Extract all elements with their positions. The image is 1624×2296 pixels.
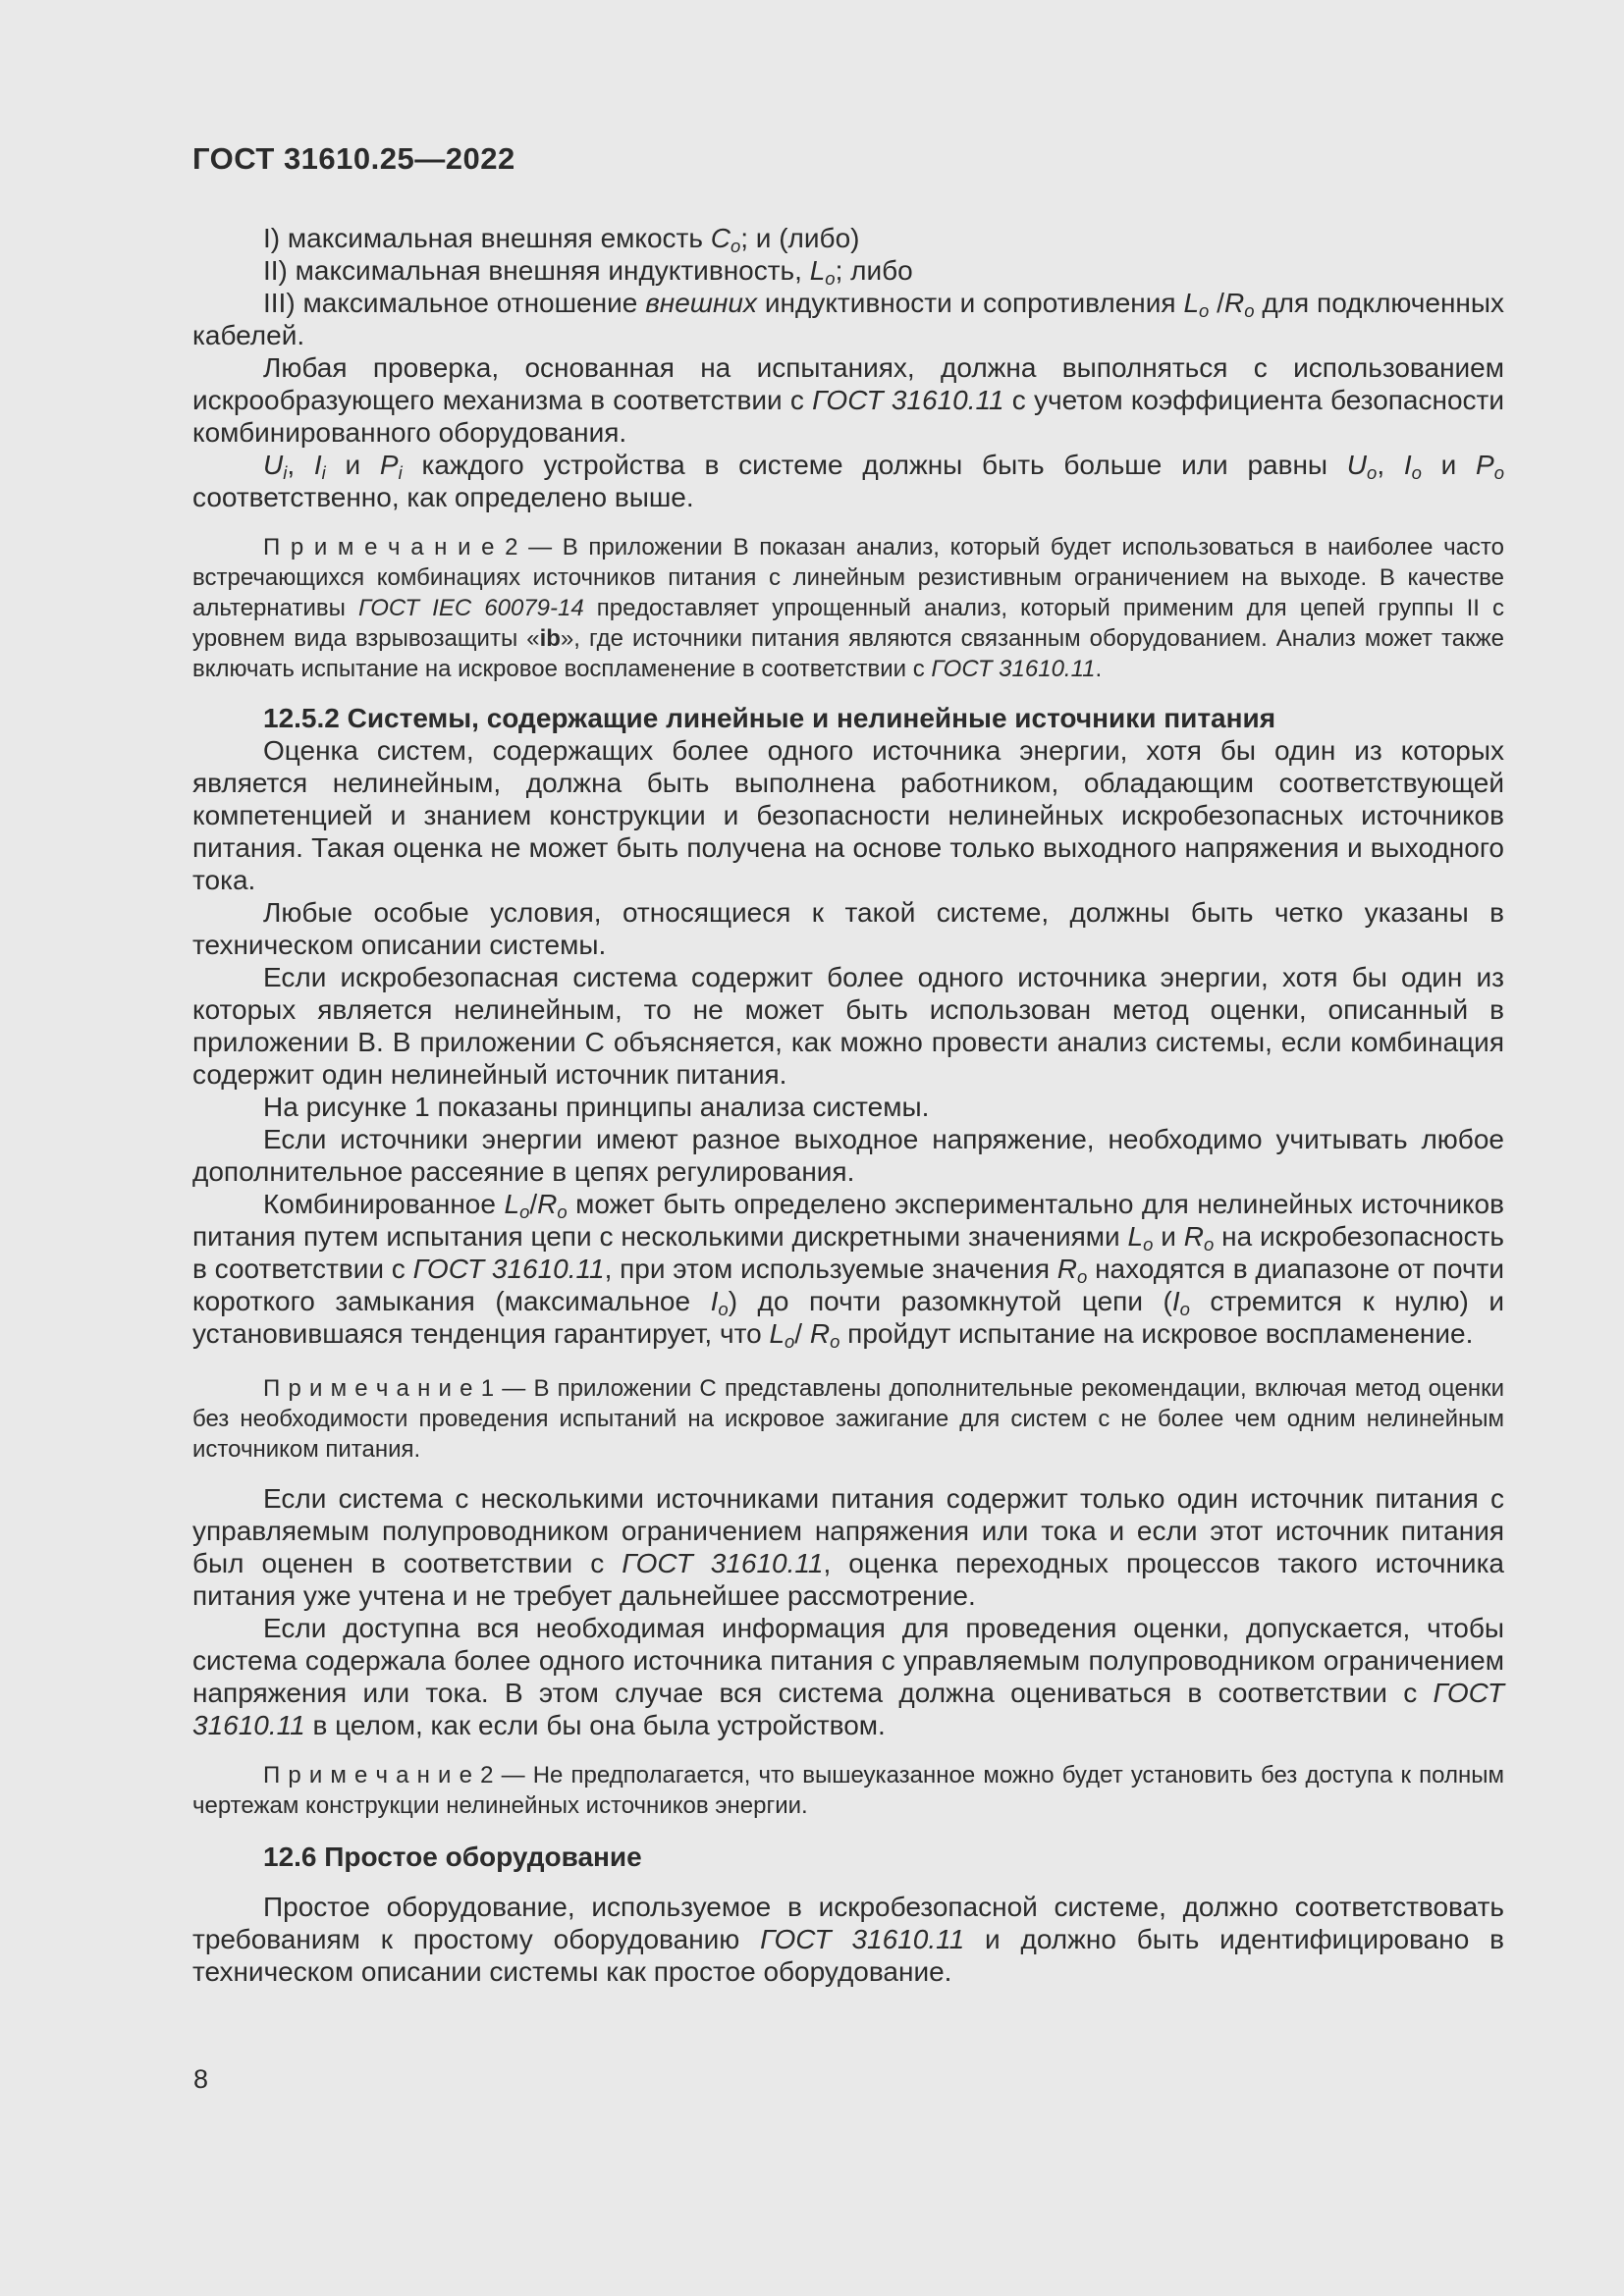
document-header: ГОСТ 31610.25—2022 [192,141,515,176]
note-paragraph: П р и м е ч а н и е 2 — Не предполагается, что вышеуказанное можно будет установить без доступа к полным чертежам конструкции нелинейных источников энергии. [192,1762,1504,1819]
paragraph: Если источники энергии имеют разное выходное напряжение, необходимо учитывать любое дополнительное рассеяние в цепях регулирования. [192,1124,1504,1187]
page-number: 8 [193,2064,209,2094]
section-heading: 12.6 Простое оборудование [263,1842,642,1872]
paragraph: Оценка систем, содержащих более одного источника энергии, хотя бы один из которых является нелинейным, должна быть выполнена работником, обладающим соответствующей компетенцией и знанием конструкции и безопасности нелинейных искробезопасных источников питания. Такая оценка не может быть получена на основе только выходного напряжения и выходного тока. [192,735,1504,895]
paragraph: Комбинированное $L_o/R_o$ может быть определено экспериментально для нелинейных источников питания путем испытания цепи с несколькими дискретными значениями $L_o$ и $R_o$ на искробезопасность в соответствии с ГОСТ 31610.11, при этом используемые значения $R_o$ находятся в диапазоне от почти короткого замыкания (максимальное $I_o$) до почти разомкнутой цепи ($I_o$ стремится к нулю) и установившаяся тенденция гарантирует, что $L_o/$ $R_o$ пройдут испытание на искровое воспламенение. [192,1189,1504,1353]
section-heading: 12.5.2 Системы, содержащие линейные и нелинейные источники питания [263,703,1276,733]
paragraph: Если доступна вся необходимая информация для проведения оценки, допускается, чтобы система содержала более одного источника питания с управляемым полупроводником ограничением напряжения или тока. В этом случае вся система должна оцениваться в соответствии с ГОСТ 31610.11 в целом, как если бы она была устройством. [192,1613,1504,1740]
paragraph: Простое оборудование, используемое в искробезопасной системе, должно соответствовать требованиям к простому оборудованию ГОСТ 31610.11 и должно быть идентифицировано в техническом описании системы как простое оборудование. [192,1892,1505,1987]
note-paragraph: П р и м е ч а н и е 1 — В приложении С представлены дополнительные рекомендации, включая метод оценки без необходимости проведения испытаний на искровое зажигание для систем с не более чем одним нелинейным источником питания. [192,1375,1504,1463]
paragraph: Любые особые условия, относящиеся к такой системе, должны быть четко указаны в техническом описании системы. [192,897,1504,960]
paragraph: Если искробезопасная система содержит более одного источника энергии, хотя бы один из которых является нелинейным, то не может быть использован метод оценки, описанный в приложении В. В приложении С объясняется, как можно провести анализ системы, если комбинация содержит один нелинейный источник питания. [192,962,1504,1090]
paragraph: Любая проверка, основанная на испытаниях, должна выполняться с использованием искрообразующего механизма в соответствии с ГОСТ 31610.11 с учетом коэффициента безопасности комбинированного оборудования. [192,352,1505,448]
note-paragraph: П р и м е ч а н и е 2 — В приложении В показан анализ, который будет использоваться в наиболее часто встречающихся комбинациях источников питания с линейным резистивным ограничением на выходе. В качестве альтернативы ГОСТ IEC 60079-14 предоставляет упрощенный анализ, который применим для цепей группы II с уровнем вида взрывозащиты «ib», где источники питания являются связанным оборудованием. Анализ может также включать испытание на искровое воспламенение в соответствии с ГОСТ 31610.11. [192,534,1505,682]
paragraph: Если система с несколькими источниками питания содержит только один источник питания с управляемым полупроводником ограничением напряжения или тока и если этот источник питания был оценен в соответствии с ГОСТ 31610.11, оценка переходных процессов такого источника питания уже учтена и не требует дальнейшее рассмотрение. [192,1483,1505,1611]
paragraph: III) максимальное отношение внешних индуктивности и сопротивления $L_o$ $/R_o$ для подключенных кабелей. [192,288,1504,350]
list-item: II) максимальная внешняя индуктивность, $L_o$; либо [263,255,913,290]
paragraph: $U_i$, $I_i$ и $P_i$ каждого устройства в системе должны быть больше или равны $U_o$, $I_o$ и $P_o$ соответственно, как определено выше. [192,450,1505,512]
paragraph: На рисунке 1 показаны принципы анализа системы. [263,1092,930,1122]
document-content [192,222,1504,1988]
list-item: I) максимальная внешняя емкость $C_o$; и (либо) [263,223,860,257]
